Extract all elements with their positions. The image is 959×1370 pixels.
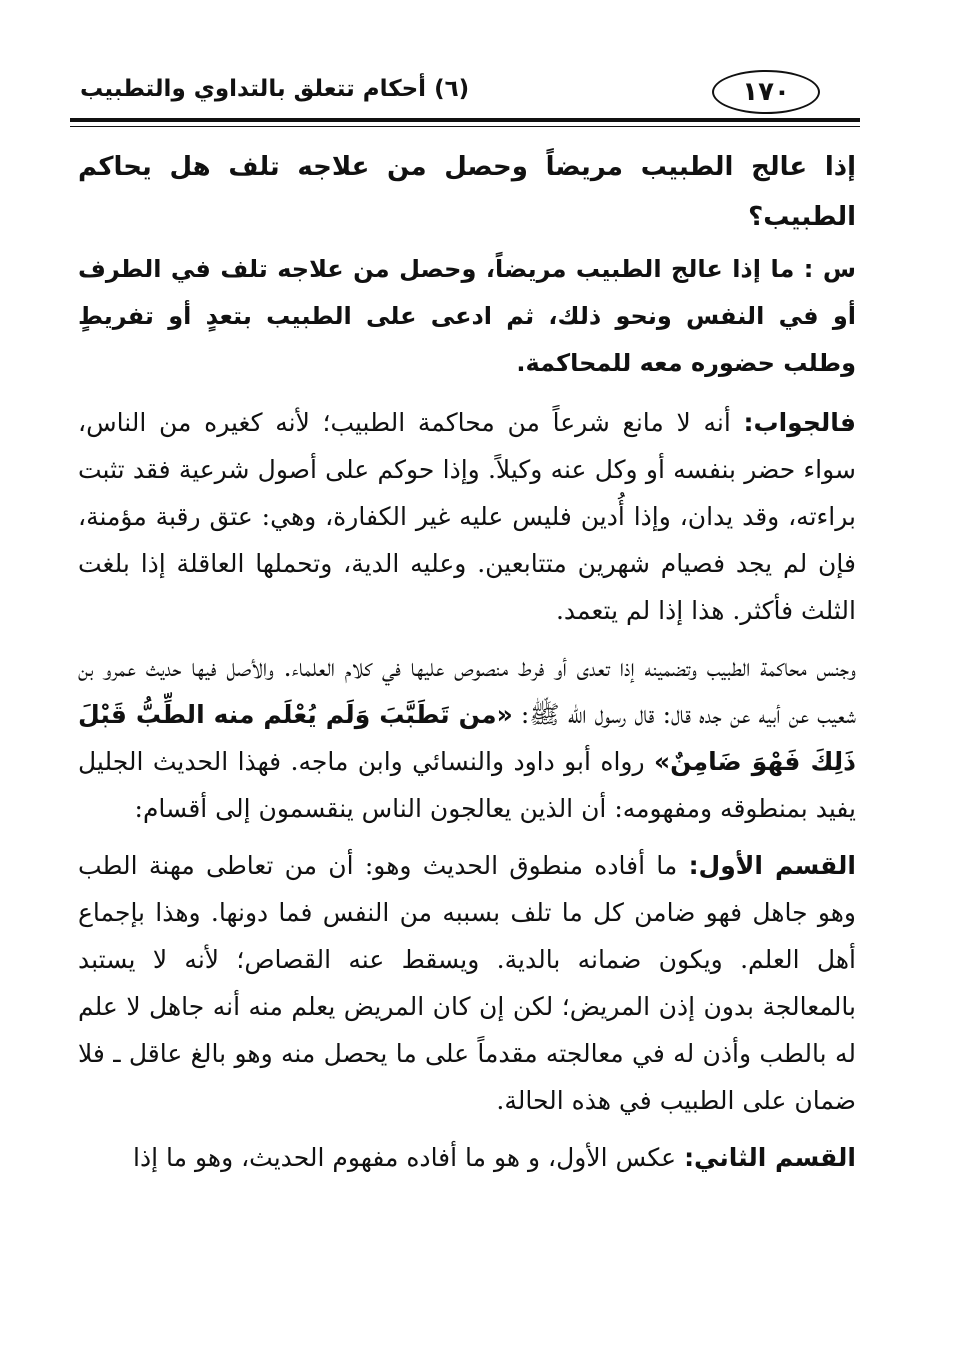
answer-text: أنه لا مانع شرعاً من محاكمة الطبيب؛ لأنه كغيره من الناس، سواء حضر بنفسه أو وكل عنه وكيلاً. وإذا حوكم على أصول شرعية فقد تثبت براءته، وقد يدان، وإذا أُدين فليس عليه غير الكفارة، وهي: عتق رقبة مؤمنة، فإن لم يجد فصيام شهرين متتابعين. وعليه الدية، وتحملها العاقلة إذا بلغت الثلث فأكثر. هذا إذا لم يتعمد. [78, 408, 856, 625]
hadith-intro: وجنس محاكمة الطبيب وتضمينه إذا تعدى أو فرط منصوص عليها في كلام العلماء. والأصل فيها حديث عمرو بن شعيب عن أبيه عن جده قال: قال رسول الله ﷺ: [78, 653, 856, 729]
section-two-lead: القسم الثاني: [684, 1143, 856, 1172]
section-heading: إذا عالج الطبيب مريضاً وحصل من علاجه تلف هل يحاكم الطبيب؟ [78, 152, 856, 232]
header-rule-thin [70, 126, 860, 127]
section-one-text: ما أفاده منطوق الحديث وهو: أن من تعاطى مهنة الطب وهو جاهل فهو ضامن كل ما تلف بسببه من النفس فما دونها. وهذا بإجماع أهل العلم. ويكون ضمانه بالدية. ويسقط عنه القصاص؛ لأنه لا يستبد بالمعالجة بدون إذن المريض؛ لكن إن كان المريض يعلم منه أنه جاهل لا علم له بالطب وأذن له في معالجته مقدماً على ما يحصل منه وهو بالغ عاقل ـ فلا ضمان على الطبيب في هذه الحالة. [78, 851, 856, 1115]
section-two-text: عكس الأول، و هو ما أفاده مفهوم الحديث، وهو ما إذا [133, 1143, 685, 1172]
page-body [78, 142, 856, 1191]
chapter-title: (٦) أحكام تتعلق بالتداوي والتطبيب [80, 76, 470, 102]
question-paragraph: س : ما إذا عالج الطبيب مريضاً، وحصل من علاجه تلف في الطرف أو في النفس ونحو ذلك، ثم ادعى على الطبيب بتعدٍ أو تفريطٍ وطلب حضوره معه للمحاكمة. [78, 255, 856, 377]
hadith-quote: «من تَطَبَّبَ وَلَم يُعْلَم منه الطِّبُّ قَبْلَ ذَلِكَ فَهْوَ ضَامِنٌ» [78, 700, 857, 776]
hadith-commentary: رواه أبو داود والنسائي وابن ماجه. فهذا الحديث الجليل يفيد بمنطوقه ومفهومه: أن الذين يعالجون الناس ينقسمون إلى أقسام: [78, 747, 856, 823]
header-rule-thick [70, 118, 860, 122]
answer-paragraph [78, 399, 856, 634]
section-one-lead: القسم الأول: [688, 851, 856, 880]
section-one-paragraph [78, 842, 856, 1124]
section-two-paragraph [78, 1134, 856, 1181]
running-header [70, 60, 860, 122]
page-number: ١٧٠ [712, 70, 820, 114]
hadith-paragraph [78, 644, 856, 832]
answer-lead: فالجواب: [743, 408, 856, 437]
